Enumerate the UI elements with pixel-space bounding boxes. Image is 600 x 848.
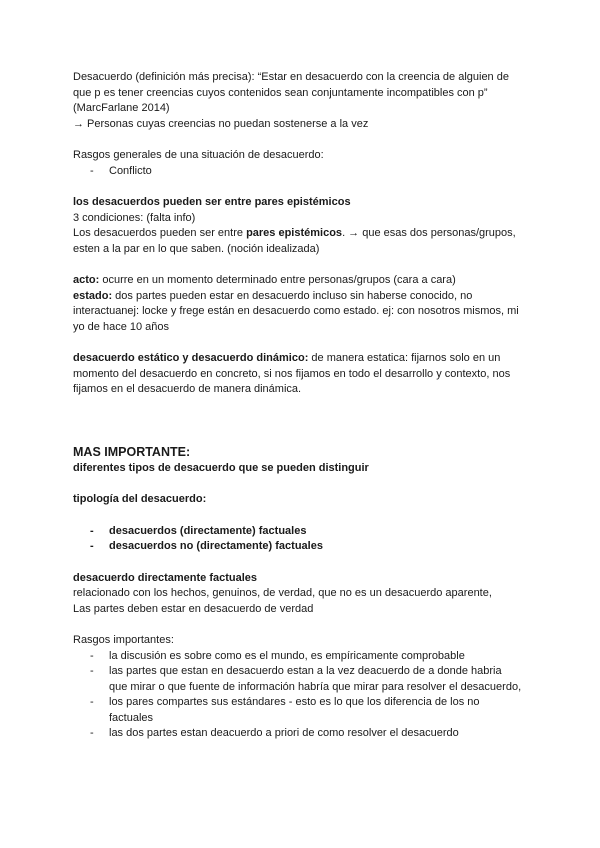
estado-line-2: interactuanej: locke y frege están en desacuerdo como estado. ej: con nosotros mismos, mi [73,305,519,317]
important-features-list [73,649,533,742]
list-item-line: las partes que estan en desacuerdo estan a la vez deacuerdo de a donde habria [109,665,502,677]
definition-consequence: → Personas cuyas creencias no puedan sostenerse a la vez [73,117,369,130]
typology-heading: tipología del desacuerdo: [73,493,207,505]
definition-citation: (MarcFarlane 2014) [73,102,170,114]
epistemic-peers-line [73,226,533,242]
factual-line-2: Las partes deben estar en desacuerdo de verdad [73,602,314,615]
act-state-section [73,273,533,335]
important-features-section [73,633,533,742]
estado-text: dos partes pueden estar en desacuerdo incluso sin haberse conocido, no [112,289,473,302]
factual-section [73,571,533,618]
definition-line-2: que p es tener creencias cuyos contenidos sean conjuntamente incompatibles con p” [73,86,488,99]
important-features-title: Rasgos importantes: [73,634,174,646]
estado-label: estado: [73,289,113,302]
definition-line-1: Desacuerdo (definición más precisa): “Estar en desacuerdo con la creencia de alguien de [73,71,509,83]
epistemic-peers-heading: los desacuerdos pueden ser entre pares epistémicos [73,196,351,208]
spacer [73,476,533,492]
document-body [73,70,533,742]
general-features-list [73,164,533,180]
list-item-line: que mirar o que fuente de información habría que mirar para resolver el desacuerdo, [109,680,522,693]
conditions-line: 3 condiciones: (falta info) [73,211,196,224]
list-item: - desacuerdos (directamente) factuales [73,524,533,540]
spacer [73,257,533,273]
epistemic-peers-text: Los desacuerdos pueden ser entre [73,227,247,239]
epistemic-peers-section [73,195,533,257]
static-dynamic-line-2: momento del desacuerdo en concreto, si nos fijamos en todo el desarrollo y contexto, nos [73,367,511,380]
static-dynamic-label: desacuerdo estático y desacuerdo dinámico: [73,352,309,364]
acto-line [73,273,533,289]
spacer [73,132,533,148]
estado-line [73,289,533,305]
factual-heading: desacuerdo directamente factuales [73,571,258,584]
epistemic-peers-text-cont: . → que esas dos personas/grupos, [342,227,516,239]
acto-label: acto: [73,274,100,286]
spacer [73,179,533,195]
acto-text: ocurre en un momento determinado entre personas/grupos (cara a cara) [99,274,456,286]
important-heading: MAS IMPORTANTE: [73,444,191,459]
static-dynamic-section [73,351,533,398]
static-dynamic-text: de manera estatica: fijarnos solo en un [308,352,501,364]
static-dynamic-line-1 [73,351,533,367]
list-item-line: los pares compartes sus estándares - esto es lo que los diferencia de los no [109,696,480,708]
list-item: - las dos partes estan deacuerdo a priori de como resolver el desacuerdo [73,726,533,742]
list-item: - la discusión es sobre como es el mundo, es empíricamente comprobable [73,649,533,665]
list-item: - desacuerdos no (directamente) factuales [73,539,533,555]
list-item-line: factuales [109,711,154,724]
general-features-section [73,148,533,179]
definition-section [73,70,533,132]
spacer [73,617,533,633]
typology-list [73,524,533,555]
spacer [73,335,533,351]
list-item [73,664,533,695]
factual-line-1: relacionado con los hechos, genuinos, de verdad, que no es un desacuerdo aparente, [73,587,492,599]
spacer [73,398,533,444]
list-item: - Conflicto [73,164,533,180]
list-item [73,695,533,726]
static-dynamic-line-3: fijamos en el desacuerdo de manera dinámica. [73,383,302,395]
epistemic-peers-term: pares epistémicos [246,227,343,239]
important-subheading: diferentes tipos de desacuerdo que se pueden distinguir [73,461,369,474]
important-section [73,444,533,477]
spacer [73,555,533,571]
general-features-title: Rasgos generales de una situación de desacuerdo: [73,149,324,161]
typology-section [73,492,533,555]
spacer [73,508,533,524]
epistemic-peers-line-2: esten a la par en lo que saben. (noción idealizada) [73,242,320,255]
estado-line-3: yo de hace 10 años [73,320,170,333]
